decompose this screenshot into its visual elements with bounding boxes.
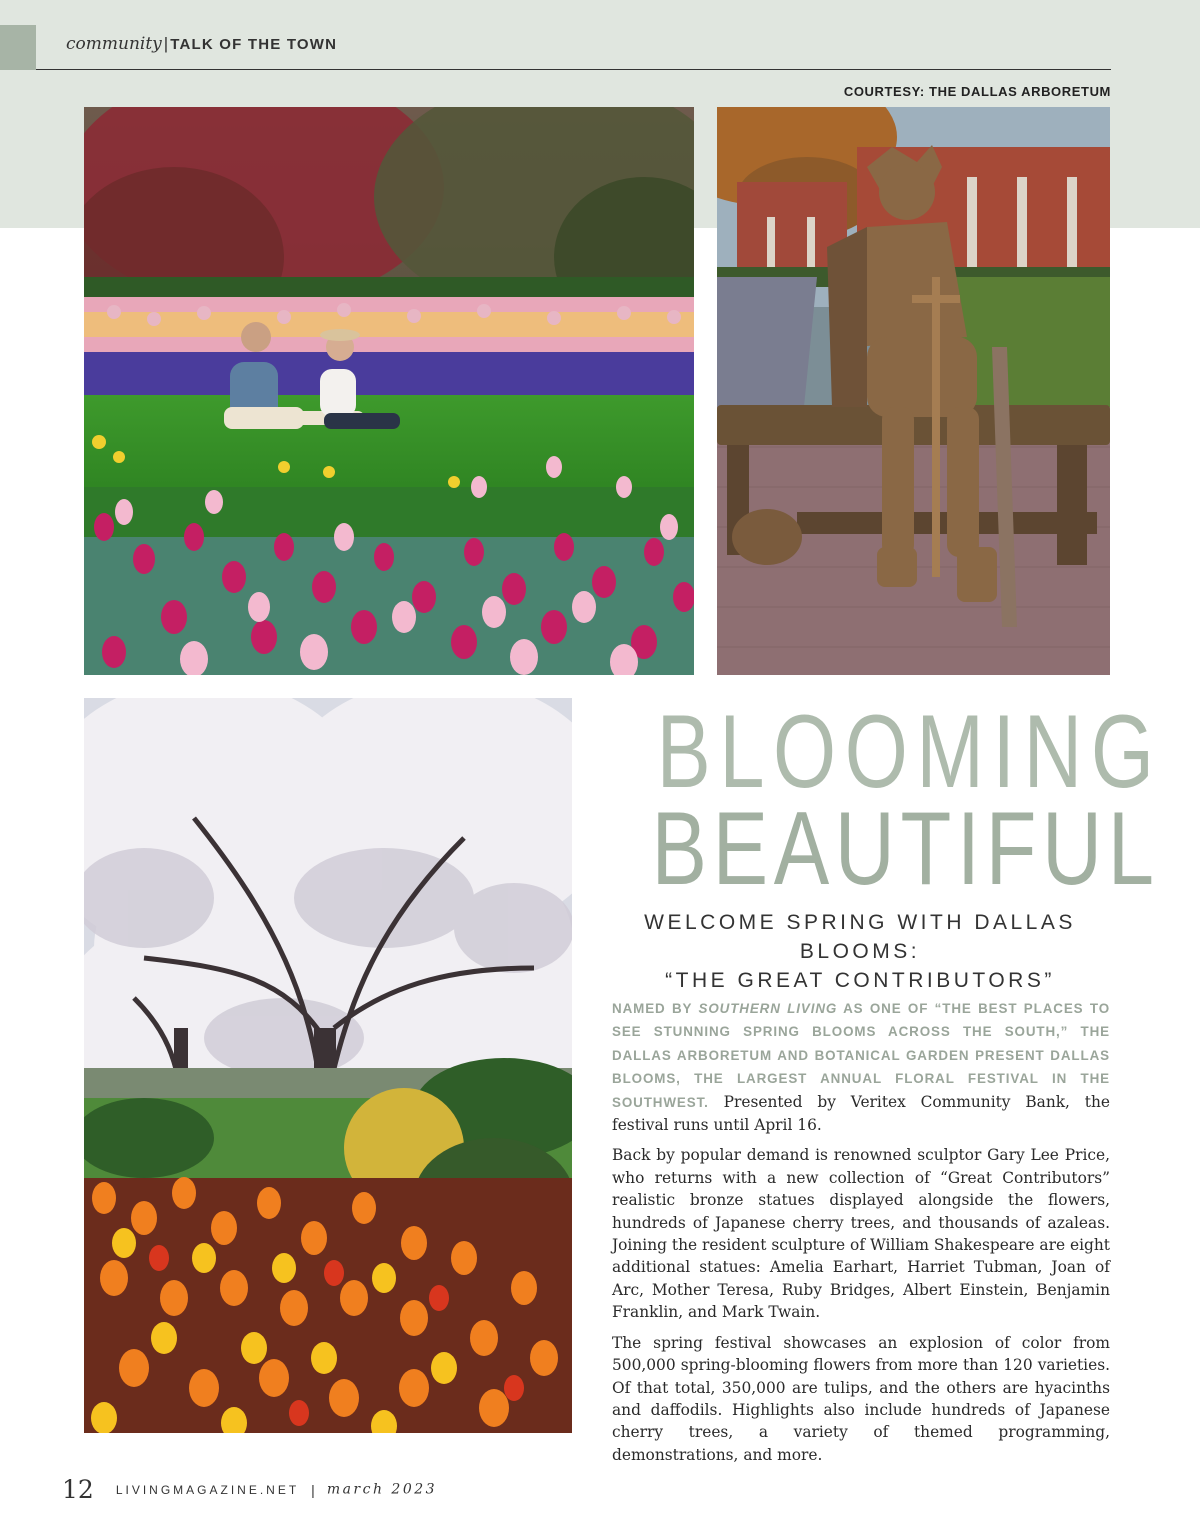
page-footer [62,1475,437,1504]
tulip-garden-photo [84,107,694,675]
article-paragraph-2: Back by popular demand is renowned sculptor Gary Lee Price, who returns with a new collection of “Great Contributors” realistic bronze statues displayed alongside the flowers, hundreds of Japanese cherry trees, and thousands of azaleas. Joining the resident sculpture of William Shakespeare are eight additional statues: Amelia Earhart, Harriet Tubman, Joan of Arc, Mother Teresa, Ruby Bridges, Albert Einstein, Benjamin Franklin, and Mark Twain. [612,1146,1110,1322]
header-rule [36,69,1111,70]
subheadline [605,908,1115,995]
headline-line-2: BEAUTIFUL [651,791,1160,907]
article-paragraph-3: The spring festival showcases an explosion of color from 500,000 spring-blooming flowers from more than 120 varieties. Of that total, 350,000 are tulips, and the others are hyacinths and daffodils. Highlights also include hundreds of Japanese cherry trees, a variety of themed programming, demonstrations, and more. [612,1333,1110,1464]
cherry-blossom-photo [84,698,572,1433]
bronze-statue-illustration [717,107,1110,675]
lede-part-1: NAMED BY [612,1001,699,1016]
column-name: TALK OF THE TOWN [170,36,338,53]
subheadline-line-1: WELCOME SPRING WITH DALLAS BLOOMS: [644,911,1076,963]
footer-separator: | [311,1481,315,1498]
lede-part-2: AS ONE OF “THE BEST PLACES TO SEE STUNNING SPRING BLOOMS ACROSS THE SOUTH,” THE DALLAS ARBORETUM AND BOTANICAL GARDEN PRESENT DALLAS BLOOMS, THE LARGEST ANNUAL FLORAL FESTIVAL IN THE SOUTHWEST. [612,1001,1111,1110]
section-name: community [66,34,162,54]
lede-publication: SOUTHERN LIVING [698,1001,838,1016]
page-number: 12 [62,1475,94,1504]
bronze-statue-photo [717,107,1110,675]
article-body [612,997,1110,1474]
section-tab-marker [0,25,36,70]
article-paragraph-1 [612,997,1110,1136]
subheadline-line-2: “THE GREAT CONTRIBUTORS” [665,969,1055,992]
footer-issue: march 2023 [326,1481,438,1498]
headline-line-1: BLOOMING [656,694,1163,810]
footer-site: LIVINGMAGAZINE.NET [115,1482,300,1497]
photo-credit: COURTESY: THE DALLAS ARBORETUM [843,84,1111,99]
section-separator: | [163,34,169,53]
paragraph-1-rest: Presented by Veritex Community Bank, the festival runs until April 16. [612,1092,1110,1135]
tulip-garden-illustration [84,107,694,675]
section-label [66,34,337,54]
cherry-blossom-illustration [84,698,572,1433]
